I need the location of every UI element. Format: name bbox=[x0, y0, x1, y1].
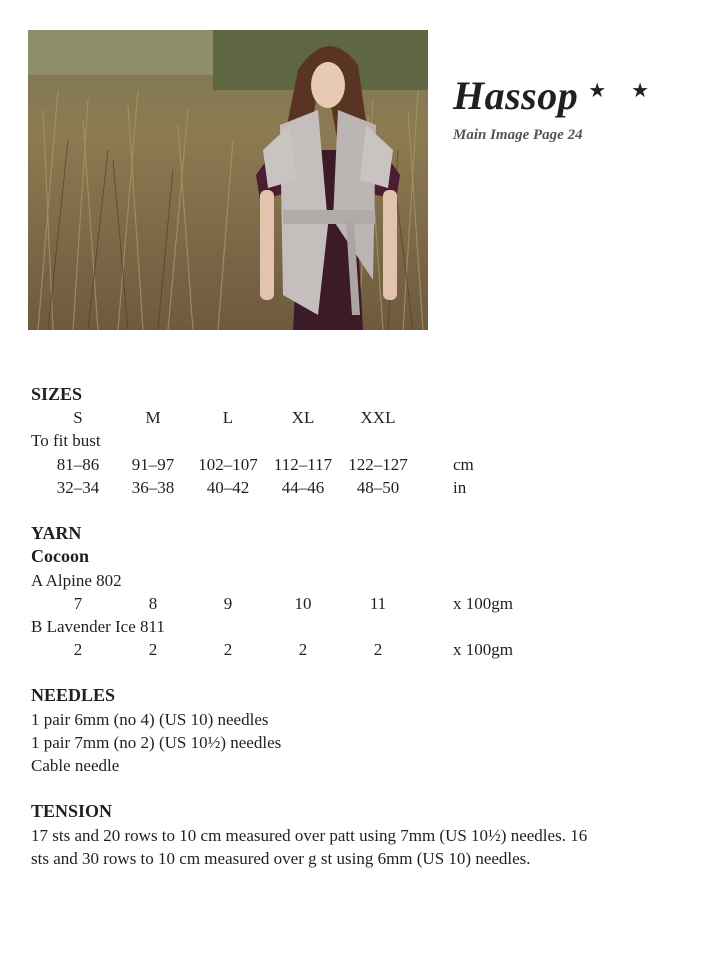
size-label: XL bbox=[291, 408, 315, 428]
bust-in-value: 32–34 bbox=[56, 477, 100, 497]
yarn-b-row bbox=[31, 638, 671, 661]
needle-line: Cable needle bbox=[31, 756, 120, 775]
spacer bbox=[31, 499, 671, 522]
bust-in-value: 48–50 bbox=[356, 477, 400, 497]
pattern-title: Hassop bbox=[453, 73, 579, 118]
bust-cm-value: 112–117 bbox=[273, 454, 333, 474]
difficulty-stars-icon: ★ ★ bbox=[588, 80, 660, 102]
knitwear-photo-illustration bbox=[28, 30, 428, 330]
yarn-b-value: 2 bbox=[373, 640, 383, 660]
yarn-a-value: 7 bbox=[73, 593, 83, 613]
main-image-reference: Main Image Page 24 bbox=[453, 127, 583, 143]
size-label: S bbox=[73, 408, 83, 428]
yarn-heading: YARN bbox=[31, 523, 82, 544]
bust-cm-value: 91–97 bbox=[131, 454, 175, 474]
bust-in-value: 36–38 bbox=[131, 477, 175, 497]
yarn-b-value: 2 bbox=[298, 640, 308, 660]
yarn-b-label: B Lavender Ice 811 bbox=[31, 616, 165, 636]
bust-cm-row bbox=[31, 453, 671, 476]
needle-line: 1 pair 6mm (no 4) (US 10) needles bbox=[31, 709, 269, 729]
yarn-b-value: 2 bbox=[223, 640, 233, 660]
yarn-a-unit: x 100gm bbox=[453, 593, 513, 613]
size-labels-row bbox=[31, 406, 671, 429]
model-photo bbox=[28, 30, 428, 330]
spacer bbox=[31, 777, 671, 800]
yarn-a-value: 8 bbox=[148, 593, 158, 613]
bust-in-value: 40–42 bbox=[206, 477, 250, 497]
yarn-brand: Cocoon bbox=[31, 546, 89, 567]
bust-cm-value: 102–107 bbox=[198, 454, 258, 474]
pattern-details bbox=[31, 383, 671, 870]
size-label: XXL bbox=[360, 408, 396, 428]
yarn-b-value: 2 bbox=[73, 640, 83, 660]
title-row bbox=[453, 72, 659, 119]
yarn-a-value: 11 bbox=[369, 593, 387, 613]
spacer bbox=[31, 661, 671, 684]
yarn-b-unit: x 100gm bbox=[453, 640, 513, 660]
fit-bust-label: To fit bust bbox=[31, 431, 101, 451]
size-label: L bbox=[222, 408, 234, 428]
bust-in-value: 44–46 bbox=[281, 477, 325, 497]
sizes-heading: SIZES bbox=[31, 384, 83, 404]
bust-cm-value: 122–127 bbox=[348, 454, 408, 474]
yarn-b-value: 2 bbox=[148, 640, 158, 660]
needles-heading: NEEDLES bbox=[31, 685, 116, 706]
in-unit: in bbox=[453, 477, 467, 497]
title-block bbox=[453, 72, 659, 144]
needle-line: 1 pair 7mm (no 2) (US 10½) needles bbox=[31, 732, 282, 752]
cm-unit: cm bbox=[453, 454, 474, 474]
yarn-a-value: 10 bbox=[294, 593, 312, 613]
bust-in-row bbox=[31, 476, 671, 499]
yarn-a-value: 9 bbox=[223, 593, 233, 613]
tension-text: 17 sts and 20 rows to 10 cm measured over patt using 7mm (US 10½) needles. 16 sts and 30 rows to 10 cm measured over g st using 6mm (US 10) needles. bbox=[31, 825, 588, 868]
bust-cm-value: 81–86 bbox=[56, 454, 100, 474]
size-label: M bbox=[145, 408, 161, 428]
tension-heading: TENSION bbox=[31, 801, 113, 822]
yarn-a-row bbox=[31, 592, 671, 615]
yarn-a-label: A Alpine 802 bbox=[31, 570, 122, 590]
